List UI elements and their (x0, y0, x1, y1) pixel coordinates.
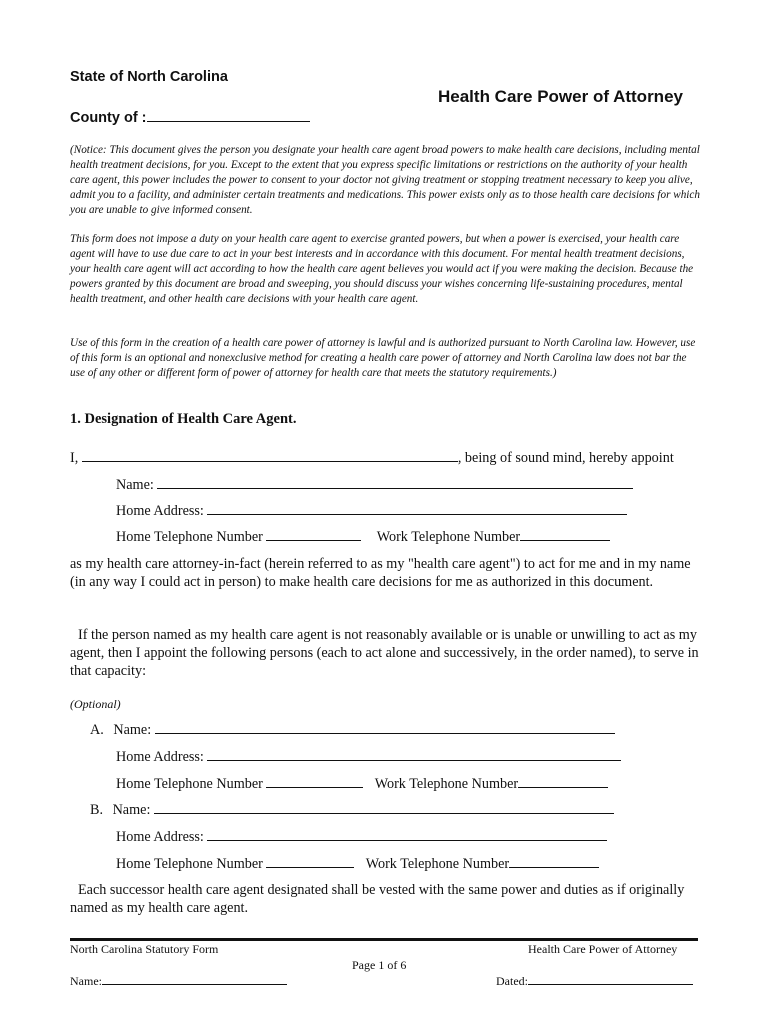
successor-a-name-field[interactable] (155, 720, 615, 734)
agent-name-label: Name: (116, 477, 154, 493)
successor-a-address-label: Home Address: (116, 749, 204, 765)
successor-b-home-phone-label: Home Telephone Number (116, 856, 263, 872)
section-heading: 1. Designation of Health Care Agent. (70, 411, 297, 427)
footer-dated-field[interactable] (528, 973, 693, 985)
document-title: Health Care Power of Attorney (438, 87, 683, 106)
footer-dated-row (496, 973, 693, 989)
closing-paragraph: Each successor health care agent designated shall be vested with the same power and duties as if originally named as my health care agent. (70, 882, 685, 916)
successor-b-home-phone-field[interactable] (266, 854, 354, 868)
agent-home-phone-field[interactable] (266, 527, 361, 541)
successor-b-label: B. (90, 802, 104, 818)
successor-a-home-phone-label: Home Telephone Number (116, 776, 263, 792)
appoint-text: , being of sound mind, hereby appoint (457, 450, 674, 466)
successor-a-address-row (116, 747, 621, 766)
agent-work-phone-label: Work Telephone Number (376, 529, 521, 545)
successor-a-work-phone-field[interactable] (518, 774, 608, 788)
footer-name-row (70, 973, 287, 989)
notice-paragraph-3: Use of this form in the creation of a health care power of attorney is lawful and is authorized pursuant to North Carolina law. However, use of this form is an optional and nonexclusive method for creating a health care power of attorney and North Carolina law does not bar the use of any other or different form of power of attorney for health care that meets the statutory requirements.) (70, 337, 696, 379)
principal-name-field[interactable] (82, 448, 458, 462)
county-label: County of : (70, 110, 147, 126)
successor-a-label: A. (90, 722, 104, 738)
successor-b-name-row (90, 800, 614, 819)
successor-b-address-field[interactable] (207, 827, 607, 841)
successor-b-address-row (116, 827, 607, 846)
footer-divider (70, 938, 698, 941)
footer-left: North Carolina Statutory Form (70, 942, 219, 956)
agent-name-row (116, 475, 633, 494)
county-heading (70, 107, 310, 126)
principal-line (70, 448, 674, 467)
footer-right: Health Care Power of Attorney (528, 942, 678, 956)
agent-name-field[interactable] (157, 475, 633, 489)
successor-paragraph: If the person named as my health care agent is not reasonably available or is unable or unwilling to act as my agent, then I appoint the following persons (each to act alone and successively, in the order named), to serve in that capacity: (70, 627, 699, 679)
successor-b-work-phone-label: Work Telephone Number (365, 856, 510, 872)
successor-b-work-phone-field[interactable] (509, 854, 599, 868)
successor-b-name-field[interactable] (154, 800, 614, 814)
agent-address-label: Home Address: (116, 503, 204, 519)
successor-b-address-label: Home Address: (116, 829, 204, 845)
successor-a-name-label: Name: (113, 722, 152, 738)
county-field[interactable] (147, 107, 310, 122)
successor-a-phone-row (116, 774, 608, 793)
state-heading: State of North Carolina (70, 69, 228, 85)
successor-a-work-phone-label: Work Telephone Number (374, 776, 519, 792)
successor-a-home-phone-field[interactable] (266, 774, 363, 788)
notice-paragraph-2: This form does not impose a duty on your health care agent to exercise granted powers, but when a power is exercised, your health care agent will have to use due care to act in your best interests and in accordance with this document. For mental health treatment decisions, your health care agent will act according to how the health care agent believes you would act if you were making the decision. Because the powers granted by this document are broad and sweeping, you should discuss your wishes concerning life-sustaining procedures, mental health treatment, and other health care decisions with your health care agent. (70, 233, 694, 305)
successor-b-name-label: Name: (112, 802, 151, 818)
agent-work-phone-field[interactable] (520, 527, 610, 541)
agent-authority-paragraph: as my health care attorney-in-fact (herein referred to as my "health care agent") to act for me and in my name (in any way I could act in person) to make health care decisions for me as authorized in this document. (70, 556, 691, 590)
agent-home-phone-label: Home Telephone Number (116, 529, 263, 545)
successor-a-name-row (90, 720, 615, 739)
successor-b-phone-row (116, 854, 599, 873)
agent-phone-row (116, 527, 610, 546)
agent-address-field[interactable] (207, 501, 627, 515)
optional-note: (Optional) (70, 697, 121, 711)
notice-paragraph-1: (Notice: This document gives the person you designate your health care agent broad powers to make health care decisions, including mental health treatment decisions, for you. Except to the extent that you express specific limitations or restrictions on the authority of your health care agent, this power includes the power to consent to your doctor not giving treatment or stopping treatment necessary to keep you alive, admit you to a facility, and administer certain treatments and medications. This power exists only as to those health care decisions for which you are unable to give informed consent. (70, 144, 700, 216)
footer-dated-label: Dated: (496, 974, 528, 988)
successor-a-address-field[interactable] (207, 747, 621, 761)
page-number: Page 1 of 6 (352, 958, 407, 972)
i-prefix: I, (70, 450, 79, 466)
agent-address-row (116, 501, 627, 520)
footer-name-field[interactable] (102, 973, 287, 985)
footer-name-label: Name: (70, 974, 102, 988)
